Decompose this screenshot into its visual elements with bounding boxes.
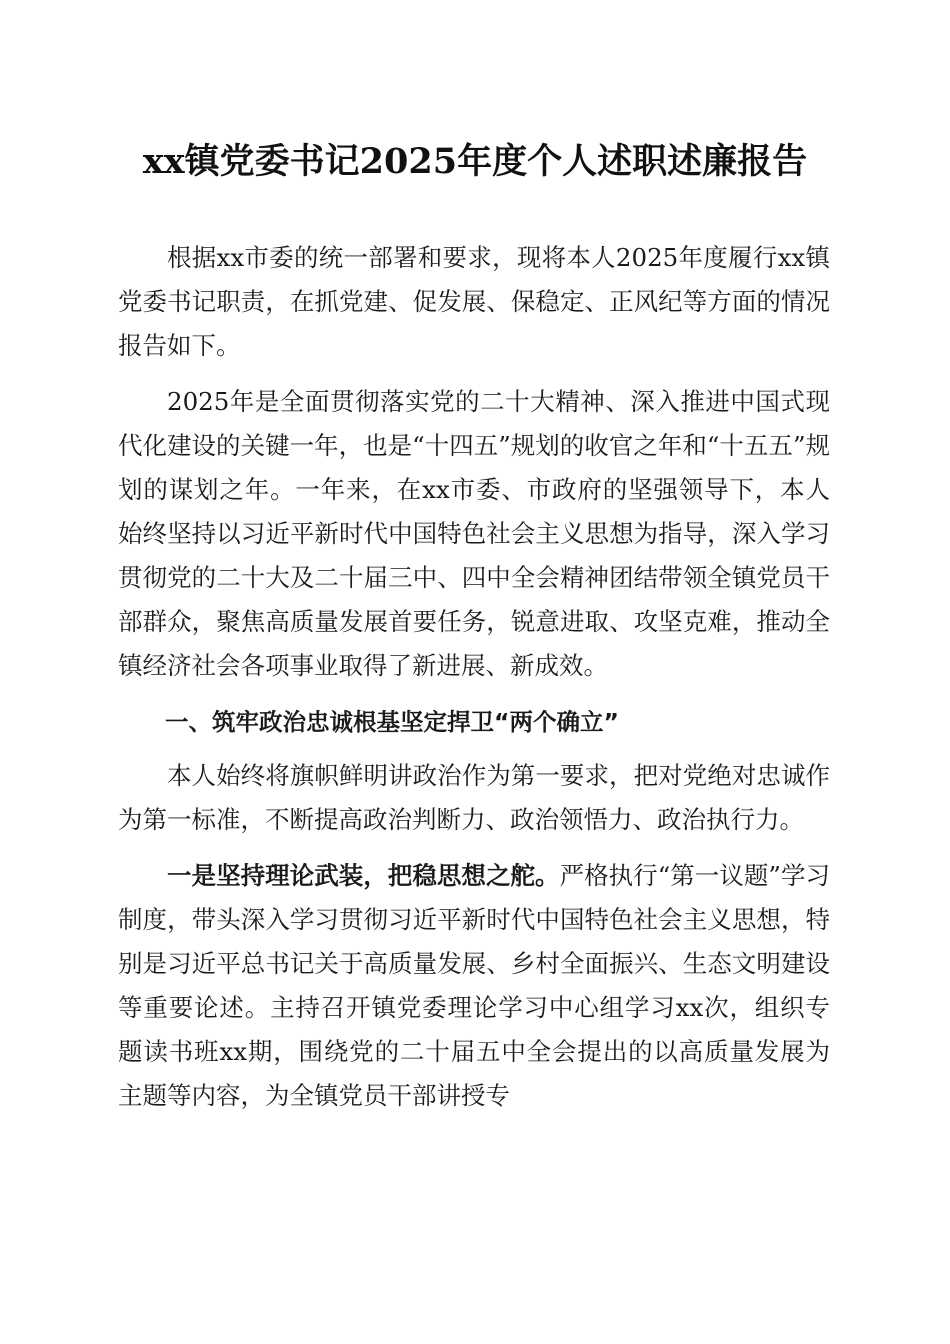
section-heading-1: 一、筑牢政治忠诚根基坚定捍卫“两个确立” bbox=[165, 708, 619, 736]
document-body bbox=[118, 236, 830, 1130]
paragraph-body-text: 严格执行“第一议题”学习制度，带头深入学习贯彻习近平新时代中国特色社会主义思想，特别是习近平总书记关于高质量发展、乡村全面振兴、生态文明建设等重要论述。主持召开镇党委理论学习中心组学习xx次，组织专题读书班xx期，围绕党的二十届五中全会提出的以高质量发展为主题等内容，为全镇党员干部讲授专 bbox=[118, 861, 830, 1110]
paragraph-theory-study bbox=[118, 854, 830, 1118]
document-title: xx镇党委书记2025年度个人述职述廉报告 bbox=[142, 141, 808, 182]
paragraph-section-1-intro: 本人始终将旗帜鲜明讲政治作为第一要求，把对党绝对忠诚作为第一标准，不断提高政治判断力、政治领悟力、政治执行力。 bbox=[118, 761, 830, 834]
paragraph-overview: 2025年是全面贯彻落实党的二十大精神、深入推进中国式现代化建设的关键一年，也是“十四五”规划的收官之年和“十五五”规划的谋划之年。一年来，在xx市委、市政府的坚强领导下，本人始终坚持以习近平新时代中国特色社会主义思想为指导，深入学习贯彻党的二十大及二十届三中、四中全会精神团结带领全镇党员干部群众，聚焦高质量发展首要任务，锐意进取、攻坚克难，推动全镇经济社会各项事业取得了新进展、新成效。 bbox=[118, 387, 830, 680]
paragraph-intro: 根据xx市委的统一部署和要求，现将本人2025年度履行xx镇党委书记职责，在抓党建、促发展、保稳定、正风纪等方面的情况报告如下。 bbox=[118, 243, 830, 360]
paragraph-lead-phrase: 一是坚持理论武装，把稳思想之舵。 bbox=[167, 861, 560, 890]
